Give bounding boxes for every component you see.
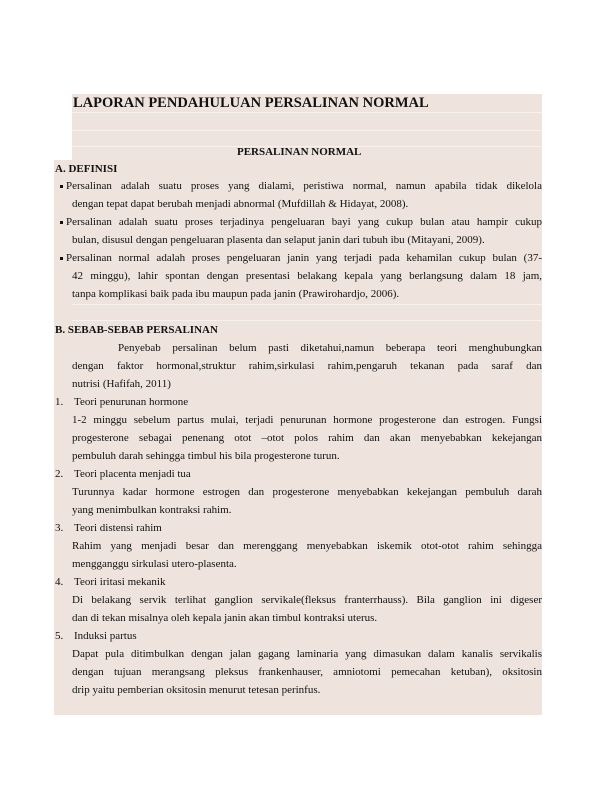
item-number: 1. bbox=[55, 396, 64, 408]
definition-line: dengan tepat dapat berubah menjadi abnormal (Mufdillah & Hidayat, 2008). bbox=[72, 198, 409, 210]
intro-line: Penyebab persalinan belum pasti diketahui,namun beberapa teori menghubungkan bbox=[118, 342, 542, 354]
item-number: 2. bbox=[55, 468, 64, 480]
subtitle: PERSALINAN NORMAL bbox=[237, 146, 362, 158]
item-line: Dapat pula ditimbulkan dengan jalan gagang laminaria yang dimasukan dalam kanalis servikalis bbox=[72, 648, 542, 660]
item-title: Teori penurunan hormone bbox=[74, 396, 189, 408]
item-number: 5. bbox=[55, 630, 64, 642]
document-title: LAPORAN PENDAHULUAN PERSALINAN NORMAL bbox=[73, 95, 429, 111]
item-line: yang menimbulkan kontraksi rahim. bbox=[72, 504, 232, 516]
item-line: dengan tujuan merangsang pleksus frankenhauser, amniotomi pemecahan ketuban), oksitosin bbox=[72, 666, 542, 678]
definition-line: Persalinan normal adalah proses pengeluaran janin yang terjadi pada kehamilan cukup bulan (37- bbox=[66, 252, 542, 264]
bullet-icon bbox=[60, 221, 63, 224]
item-line: Rahim yang menjadi besar dan merenggang menyebabkan iskemik otot-otot rahim sehingga bbox=[72, 540, 542, 552]
item-title: Teori iritasi mekanik bbox=[74, 576, 166, 588]
item-number: 3. bbox=[55, 522, 64, 534]
definition-line: 42 minggu), lahir spontan dengan presentasi belakang kepala yang berlangsung dalam 18 jam, bbox=[72, 270, 542, 282]
definition-line: Persalinan adalah suatu proses yang dialami, peristiwa normal, namun apabila tidak dikelola bbox=[66, 180, 542, 192]
item-line: drip yaitu pemberian oksitosin menurut tetesan perinfus. bbox=[72, 684, 321, 696]
item-line: dan di tekan misalnya oleh kepala janin akan timbul kontraksi uterus. bbox=[72, 612, 378, 624]
item-title: Teori placenta menjadi tua bbox=[74, 468, 191, 480]
item-number: 4. bbox=[55, 576, 64, 588]
definition-line: tanpa komplikasi baik pada ibu maupun pada janin (Prawirohardjo, 2006). bbox=[72, 288, 400, 300]
item-line: mengganggu sirkulasi utero-plasenta. bbox=[72, 558, 237, 570]
bullet-icon bbox=[60, 185, 63, 188]
item-title: Teori distensi rahim bbox=[74, 522, 162, 534]
section-b-heading: B. SEBAB-SEBAB PERSALINAN bbox=[55, 324, 218, 336]
bullet-icon bbox=[60, 257, 63, 260]
item-line: 1-2 minggu sebelum partus mulai, terjadi penurunan hormone progesterone dan estrogen. Fungsi bbox=[72, 414, 542, 426]
intro-line: nutrisi (Hafifah, 2011) bbox=[72, 378, 171, 390]
definition-line: bulan, disusul dengan pengeluaran plasenta dan selaput janin dari tubuh ibu (Mitayani, 2009). bbox=[72, 234, 485, 246]
section-a-heading: A. DEFINISI bbox=[55, 163, 118, 175]
item-line: progesterone sebagai penenang otot –otot polos rahim dan akan menyebabkan kekejangan bbox=[72, 432, 542, 444]
item-line: Turunnya kadar hormone estrogen dan progesterone menyebabkan kekejangan pembuluh darah bbox=[72, 486, 542, 498]
definition-line: Persalinan adalah suatu proses terjadinya pengeluaran bayi yang cukup bulan atau hampir cukup bbox=[66, 216, 542, 228]
item-line: pembuluh darah sehingga timbul his bila progesterone turun. bbox=[72, 450, 340, 462]
intro-line: dengan faktor hormonal,struktur rahim,sirkulasi rahim,pengaruh tekanan pada saraf dan bbox=[72, 360, 542, 372]
item-title: Induksi partus bbox=[74, 630, 137, 642]
item-line: Di belakang servik terlihat ganglion servikale(fleksus franterrhauss). Bila ganglion ini digeser bbox=[72, 594, 542, 606]
